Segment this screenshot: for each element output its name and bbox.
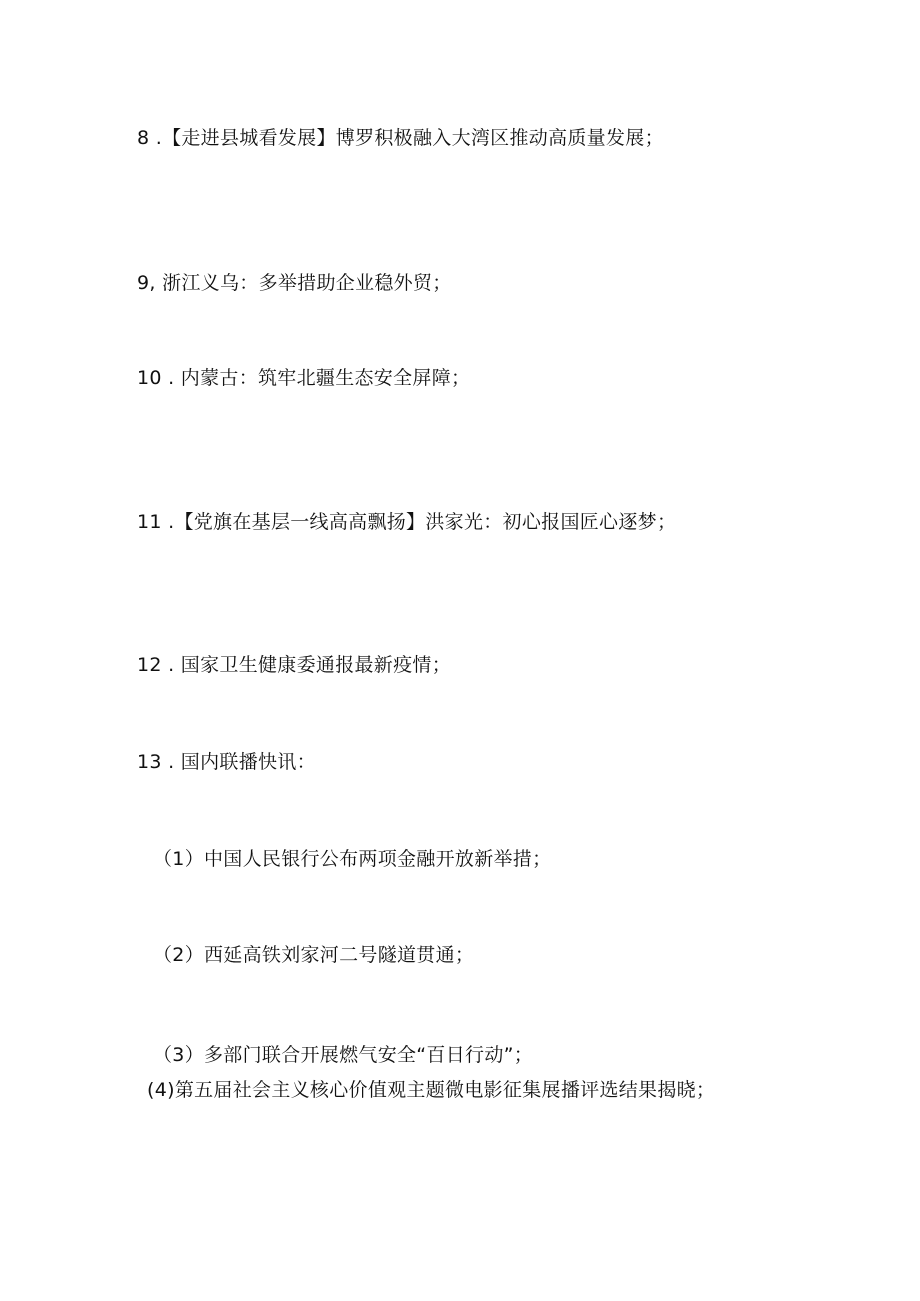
sub-item-4: (4)第五届社会主义核心价值观主题微电影征集展播评选结果揭晓； [147, 1079, 716, 1101]
news-item-8: 8 .【走进县城看发展】博罗积极融入大湾区推动高质量发展； [137, 127, 664, 149]
news-item-13: 13 . 国内联播快讯： [137, 751, 316, 773]
sub-item-2: （2）西延高铁刘家河二号隧道贯通； [153, 944, 475, 966]
sub-item-1: （1）中国人民银行公布两项金融开放新举措； [153, 848, 552, 870]
news-item-11: 11 .【党旗在基层一线高高飘扬】洪家光：初心报国匠心逐梦； [137, 511, 677, 533]
sub-item-3: （3）多部门联合开展燃气安全“百日行动”； [153, 1044, 534, 1066]
news-item-12: 12 . 国家卫生健康委通报最新疫情； [137, 654, 451, 676]
news-item-9: 9, 浙江义乌：多举措助企业稳外贸； [137, 272, 452, 294]
news-item-10: 10 . 内蒙古：筑牢北疆生态安全屏障； [137, 367, 471, 389]
